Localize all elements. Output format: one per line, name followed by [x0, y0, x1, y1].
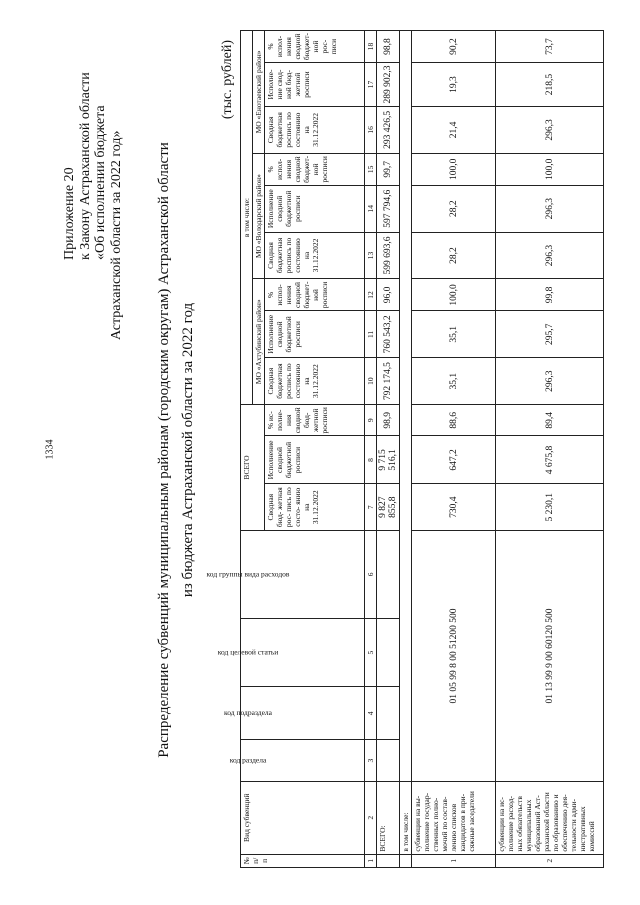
header-target: код целевой статьи: [241, 618, 365, 687]
header-mo2: МО «Володарский район»: [253, 153, 265, 279]
row-value: 218,5: [496, 63, 604, 107]
document-title: Распределение субвенций муниципальным районам (городским округам) Астраханской области: [156, 142, 172, 758]
header-mo-pct: % испол- нения сводной бюджет- ной росписи: [265, 153, 365, 185]
total-value: 98,9: [377, 405, 400, 436]
table-row-incl: [400, 31, 412, 868]
budget-code: 01 13 99 9 00 60120 500: [496, 530, 604, 781]
header-total: ВСЕГО: [241, 405, 265, 531]
subsidy-name: субвенции на ис- полнение расход- ных обязательств муниципальных образований Аст- раханской области по образованию и обеспечению дея- тельности адми- нистративных комиссий: [496, 781, 604, 854]
row-value: 19,3: [412, 63, 496, 107]
table-row: [412, 31, 496, 868]
row-value: 296,3: [496, 232, 604, 279]
total-value: 289 902,3: [377, 63, 400, 107]
row-value: 73,7: [496, 31, 604, 63]
header-plan: Сводная бюд- жетная рос- пись по состо- янию на 31.12.2022: [265, 484, 365, 530]
header-section: код раздела: [241, 740, 365, 782]
row-value: 296,3: [496, 358, 604, 405]
total-value: 98,8: [377, 31, 400, 63]
header-mo-plan: Сводная бюджетная роспись по состоянию на 31.12.2022: [265, 232, 365, 279]
column-number: 8: [365, 436, 377, 484]
column-number: 2: [365, 781, 377, 854]
row-value: 35,1: [412, 311, 496, 358]
header-subsection: код подраздела: [241, 687, 365, 740]
column-number: 6: [365, 530, 377, 618]
header-mo-plan: Сводная бюджетная роспись по состоянию на 31.12.2022: [265, 106, 365, 153]
header-exec: Исполнение сводной бюджетной росписи: [265, 436, 365, 484]
header-type: Вид субвенций: [241, 781, 365, 854]
incl-label: в том числе:: [400, 781, 412, 854]
total-value: 293 426,5: [377, 106, 400, 153]
header-mo-pct: % испол- нения сводной бюджет- ной рос- писи: [265, 31, 365, 63]
appendix-line: к Закону Астраханской области: [77, 72, 93, 260]
budget-code: 01 05 99 8 00 51200 500: [412, 530, 496, 781]
header-mo-plan: Сводная бюджетная роспись по состоянию на 31.12.2022: [265, 358, 365, 405]
row-value: 28,2: [412, 232, 496, 279]
appendix-note: [62, 60, 124, 340]
row-value: 100,0: [412, 279, 496, 311]
row-value: 89,4: [496, 405, 604, 436]
column-number: 7: [365, 484, 377, 530]
row-value: 90,2: [412, 31, 496, 63]
document-subtitle: из бюджета Астраханской области за 2022 год: [180, 302, 196, 598]
total-value: 597 794,6: [377, 185, 400, 232]
row-value: 100,0: [412, 153, 496, 185]
column-number: 17: [365, 63, 377, 107]
subsidy-name: субвенции на вы- полнение государ- ственных полно- мочий по состав- лению списков кандидатов в при- сяжные заседатели: [412, 781, 496, 854]
row-number: 2: [496, 854, 604, 867]
table-row: [496, 31, 604, 868]
row-value: 35,1: [412, 358, 496, 405]
rotated-page-content: [18, 30, 618, 870]
header-mo-exec: Исполнение сводной бюджетной росписи: [265, 311, 365, 358]
total-value: 99,7: [377, 153, 400, 185]
total-value: 9 715 516,1: [377, 436, 400, 484]
column-number: 13: [365, 232, 377, 279]
appendix-line: Астраханской области за 2022 год»: [108, 130, 124, 340]
column-number: 4: [365, 687, 377, 740]
column-number: 14: [365, 185, 377, 232]
row-value: 21,4: [412, 106, 496, 153]
row-value: 296,3: [496, 106, 604, 153]
total-label: ВСЕГО:: [377, 781, 400, 854]
row-number: 1: [412, 854, 496, 867]
row-value: 647,2: [412, 436, 496, 484]
row-value: 99,8: [496, 279, 604, 311]
table-row-total: [377, 31, 400, 868]
row-value: 28,2: [412, 185, 496, 232]
header-incl: в том числе:: [241, 31, 253, 405]
header-mo-exec: Исполнение сводной бюджетной росписи: [265, 185, 365, 232]
row-value: 5 230,1: [496, 484, 604, 530]
row-value: 296,3: [496, 185, 604, 232]
header-num: № п/п: [241, 854, 365, 867]
total-value: 760 543,2: [377, 311, 400, 358]
header-pct: % ис- полне- ния сводной бюд- жетной росписи: [265, 405, 365, 436]
row-value: 100,0: [496, 153, 604, 185]
column-number: 3: [365, 740, 377, 782]
column-number: 12: [365, 279, 377, 311]
row-value: 88,6: [412, 405, 496, 436]
column-numbers-row: [365, 31, 377, 868]
header-mo1: МО «Ахтубинский район»: [253, 279, 265, 405]
header-group: код группы вида расходов: [241, 530, 365, 618]
header-mo-exec: Исполне- ние свод- ной бюд- жетной росписи: [265, 63, 365, 107]
total-value: 599 693,6: [377, 232, 400, 279]
appendix-line: «Об исполнении бюджета: [93, 105, 108, 260]
row-value: 295,7: [496, 311, 604, 358]
total-value: 792 174,5: [377, 358, 400, 405]
column-number: 5: [365, 618, 377, 687]
header-mo3: МО «Енотаевский район»: [253, 31, 265, 154]
page-number: 1334: [44, 439, 56, 460]
header-mo-pct: % испол- нения сводной бюджет- ной росписи: [265, 279, 365, 311]
column-number: 16: [365, 106, 377, 153]
header-row: [241, 31, 253, 868]
units-label: (тыс. рублей): [220, 40, 235, 120]
appendix-line: Приложение 20: [62, 167, 77, 260]
column-number: 1: [365, 854, 377, 867]
column-number: 11: [365, 311, 377, 358]
row-value: 4 675,8: [496, 436, 604, 484]
column-number: 15: [365, 153, 377, 185]
column-number: 10: [365, 358, 377, 405]
total-value: 96,0: [377, 279, 400, 311]
row-value: 730,4: [412, 484, 496, 530]
column-number: 18: [365, 31, 377, 63]
total-value: 9 827 855,8: [377, 484, 400, 530]
column-number: 9: [365, 405, 377, 436]
